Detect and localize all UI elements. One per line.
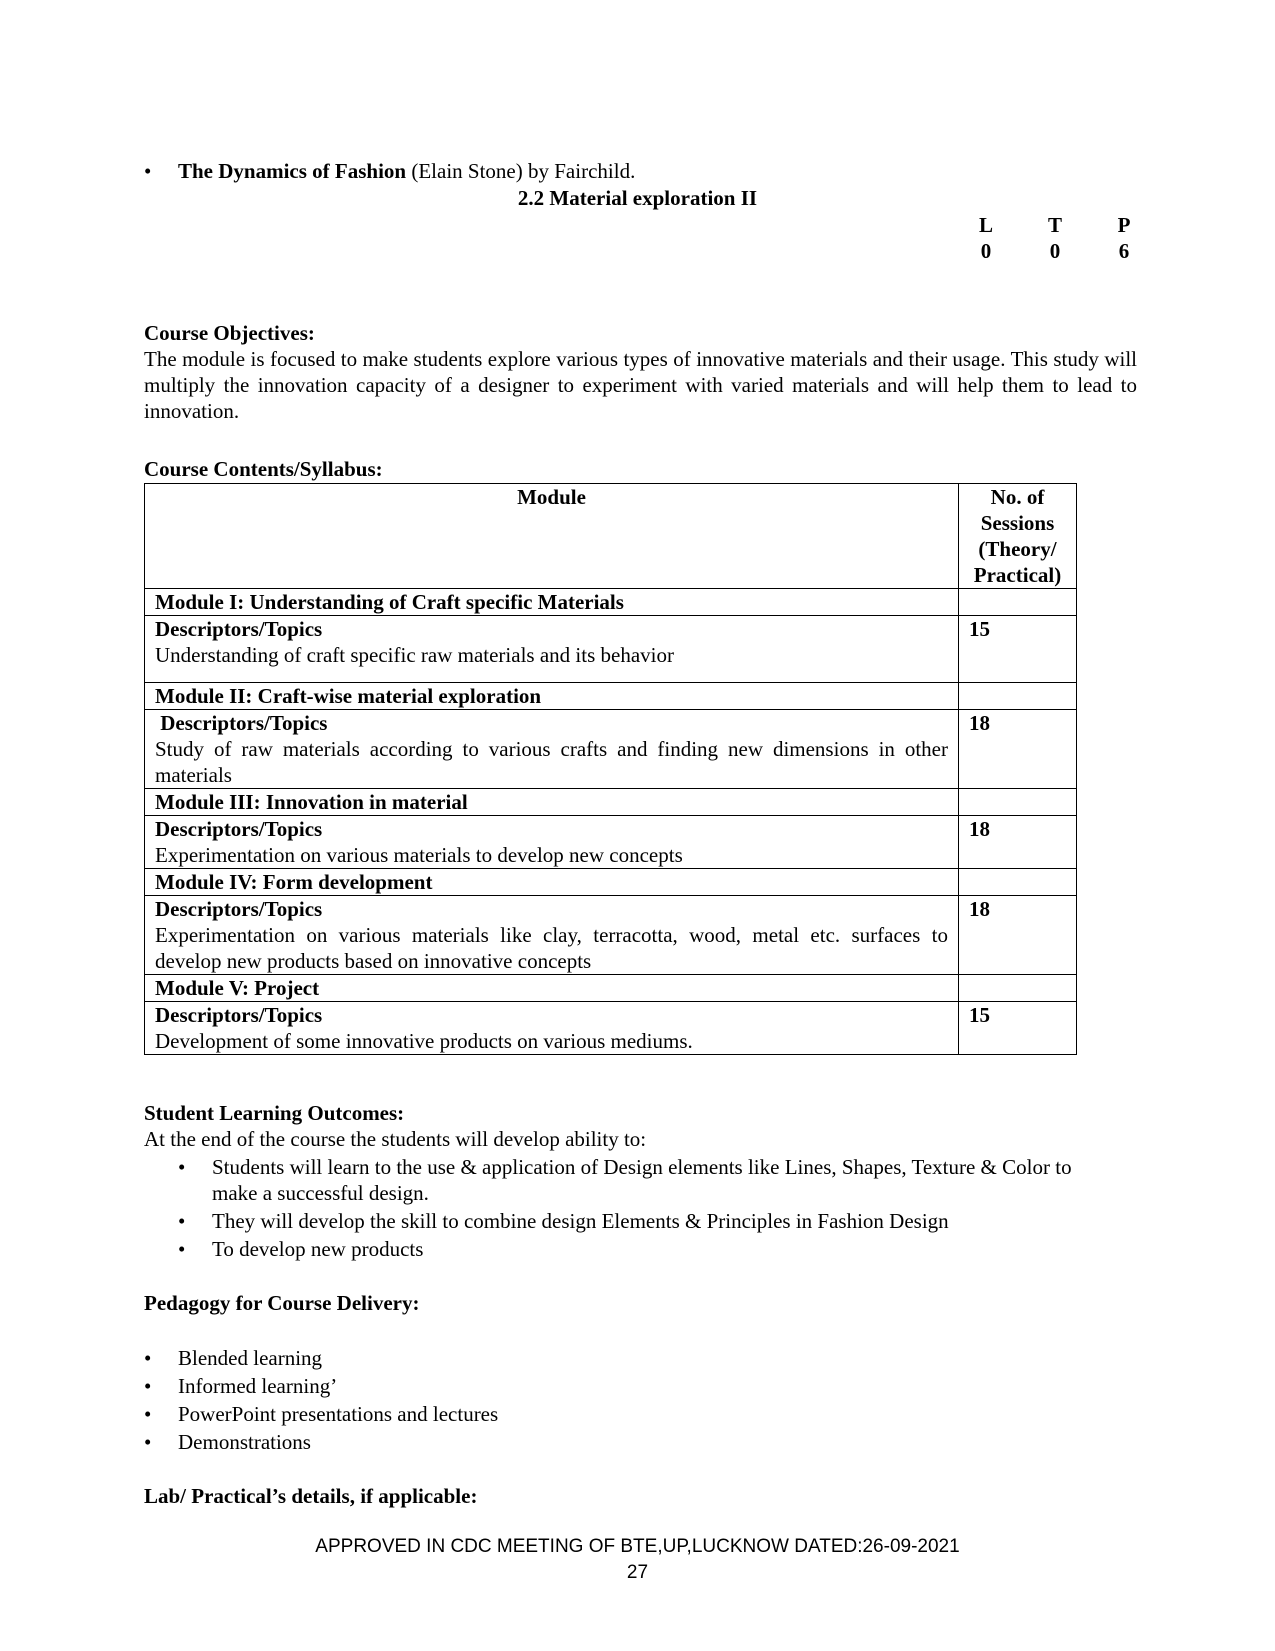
- descriptor-text: Development of some innovative products on various mediums.: [155, 1029, 693, 1053]
- list-item: • Blended learning: [144, 1346, 323, 1370]
- module-title: Module IV: Form development: [145, 869, 959, 896]
- session-count: 15: [959, 616, 1077, 683]
- session-count: 15: [959, 1002, 1077, 1055]
- descriptor-label: Descriptors/Topics: [155, 817, 323, 841]
- syllabus-heading: Course Contents/Syllabus:: [144, 457, 383, 481]
- list-item: • Demonstrations: [144, 1430, 311, 1454]
- bullet-icon: •: [178, 1155, 186, 1179]
- module-title-row: [145, 789, 1077, 816]
- objectives-text: The module is focused to make students explore various types of innovative materials and their usage. This study will multiply the innovation capacity of a designer to experiment with varied materials and will help them to lead to innovation.: [144, 347, 1137, 423]
- list-item: • Informed learning’: [144, 1374, 338, 1398]
- module-title: Module V: Project: [145, 975, 959, 1002]
- reference-rest: (Elain Stone) by Fairchild.: [406, 159, 636, 183]
- outcomes-heading: Student Learning Outcomes:: [144, 1101, 405, 1125]
- module-content-row: [145, 896, 1077, 975]
- bullet-icon: •: [144, 1374, 152, 1398]
- ltp-header-t: T: [1047, 213, 1062, 237]
- module-content-row: [145, 616, 1077, 683]
- descriptor-text: Understanding of craft specific raw materials and its behavior: [155, 643, 674, 667]
- descriptor-text: Study of raw materials according to various crafts and finding new dimensions in other materials: [155, 737, 948, 787]
- module-content-row: [145, 1002, 1077, 1055]
- descriptor-text: Experimentation on various materials like clay, terracotta, wood, metal etc. surfaces to develop new products based on innovative concepts: [155, 923, 948, 973]
- module-title: Module III: Innovation in material: [145, 789, 959, 816]
- descriptor-label: Descriptors/Topics: [155, 897, 323, 921]
- ltp-value-t: 0: [1049, 239, 1061, 263]
- course-title: 2.2 Material exploration II: [517, 186, 758, 210]
- syllabus-table: [144, 483, 1077, 1055]
- bullet-icon: •: [144, 1402, 152, 1426]
- descriptor-label: Descriptors/Topics: [155, 711, 328, 735]
- ltp-header-l: L: [978, 213, 993, 237]
- bullet-icon: •: [144, 159, 152, 183]
- module-title: Module II: Craft-wise material exploration: [145, 683, 959, 710]
- page-number: 27: [626, 1562, 649, 1583]
- session-count: 18: [959, 710, 1077, 789]
- pedagogy-heading: Pedagogy for Course Delivery:: [144, 1291, 420, 1315]
- column-header-sessions: No. of Sessions (Theory/ Practical): [959, 484, 1077, 589]
- column-header-module: Module: [145, 484, 959, 589]
- ltp-values: [975, 238, 1135, 264]
- list-item: • PowerPoint presentations and lectures: [144, 1402, 499, 1426]
- table-header-row: [145, 484, 1077, 589]
- ltp-headers: [975, 212, 1135, 238]
- list-item: • Students will learn to the use & application of Design elements like Lines, Shapes, Texture & Color to make a successful design.: [178, 1155, 1072, 1205]
- lab-heading: Lab/ Practical’s details, if applicable:: [144, 1484, 478, 1508]
- bullet-icon: •: [144, 1346, 152, 1370]
- footer-approval: APPROVED IN CDC MEETING OF BTE,UP,LUCKNOW DATED:26-09-2021: [315, 1536, 960, 1557]
- module-title-row: [145, 975, 1077, 1002]
- reference-title: The Dynamics of Fashion: [178, 159, 407, 183]
- list-item: • To develop new products: [178, 1237, 424, 1261]
- outcomes-intro: At the end of the course the students will develop ability to:: [144, 1127, 647, 1151]
- bullet-icon: •: [144, 1430, 152, 1454]
- descriptor-label: Descriptors/Topics: [155, 1003, 323, 1027]
- descriptor-label: Descriptors/Topics: [155, 617, 323, 641]
- ltp-block: [975, 212, 1135, 264]
- module-title: Module I: Understanding of Craft specific Materials: [145, 589, 959, 616]
- bullet-icon: •: [178, 1237, 186, 1261]
- bullet-icon: •: [178, 1209, 186, 1233]
- descriptor-text: Experimentation on various materials to develop new concepts: [155, 843, 683, 867]
- module-content-row: [145, 710, 1077, 789]
- ltp-value-l: 0: [980, 239, 992, 263]
- ltp-header-p: P: [1117, 213, 1131, 237]
- session-count: 18: [959, 896, 1077, 975]
- module-content-row: [145, 816, 1077, 869]
- module-title-row: [145, 683, 1077, 710]
- objectives-heading: Course Objectives:: [144, 321, 315, 345]
- list-item: • They will develop the skill to combine design Elements & Principles in Fashion Design: [178, 1209, 949, 1233]
- module-title-row: [145, 589, 1077, 616]
- reference-item: [144, 158, 1144, 184]
- ltp-value-p: 6: [1118, 239, 1130, 263]
- module-title-row: [145, 869, 1077, 896]
- session-count: 18: [959, 816, 1077, 869]
